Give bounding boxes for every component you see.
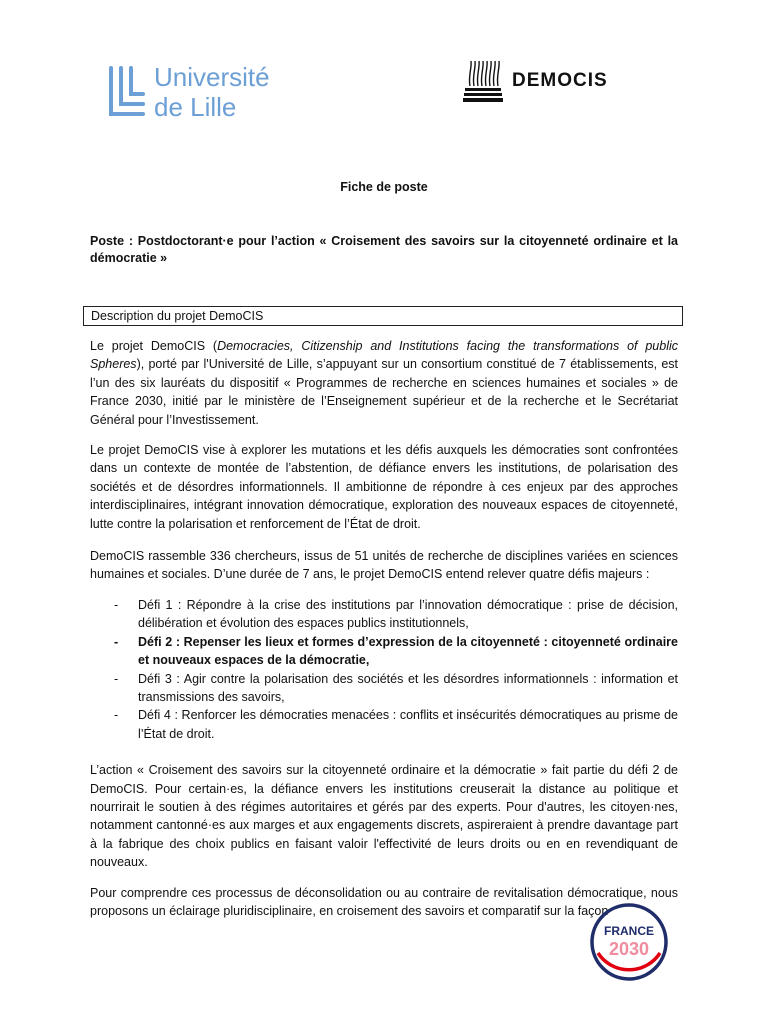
paragraph-project-intro <box>90 337 678 429</box>
paragraph-project-aims: Le projet DemoCIS vise à explorer les mutations et les défis auxquels les démocraties sont confrontées dans un contexte de montée de l’abstention, de défiance envers les institutions, de polarisation des sociétés et de désordres informationnels. Il ambitionne de répondre à ces enjeux par des approches interdisciplinaires, intégrant innovation démocratique, exploration des nouveaux espaces de citoyenneté, lutte contre la polarisation et renforcement de l’État de droit. <box>90 443 678 531</box>
universite-lille-mark-icon <box>108 66 146 118</box>
document-body <box>90 337 678 932</box>
universite-logo-line1: Université <box>154 62 270 92</box>
challenge-3: - Défi 3 : Agir contre la polarisation des sociétés et les désordres informationnels : information et transmissions des savoirs, <box>138 670 678 707</box>
challenge-1: - Défi 1 : Répondre à la crise des institutions par l’innovation démocratique : prise de décision, délibération et évolution des espaces publics institutionnels, <box>138 596 678 633</box>
challenges-list <box>90 596 678 743</box>
universite-logo-text <box>154 62 270 122</box>
paragraph-approach: Pour comprendre ces processus de déconsolidation ou au contraire de revitalisation démocratique, nous proposons un éclairage pluridisciplinaire, en croisement des savoirs et comparatif sur la façon <box>90 885 678 918</box>
universite-de-lille-logo <box>104 62 319 132</box>
democis-logo-text: DEMOCIS <box>512 70 608 91</box>
project-full-name: Democracies, Citizenship and Institutions facing the transformations of public Spheres <box>90 339 679 372</box>
challenge-4: - Défi 4 : Renforcer les démocraties menacées : conflits et insécurités démocratiques au prisme de l’État de droit. <box>138 706 678 743</box>
paragraph-project-members: DemoCIS rassemble 336 chercheurs, issus de 51 unités de recherche de disciplines variées en sciences humaines et sociales. D’une durée de 7 ans, le projet DemoCIS entend relever quatre défis majeurs : <box>90 549 678 582</box>
paragraph-action-description: L’action « Croisement des savoirs sur la citoyenneté ordinaire et la démocratie » fait partie du défi 2 de DemoCIS. Pour certain·es, la défiance envers les institutions creuserait la distance au politique et nourrirait le soutien à des régimes autoritaires et gérés par des experts. Pour d'autres, les citoyen·nes, notamment cantonné·es aux marges et aux engagements discrets, aspireraient à prendre davantage part à la fabrique des choix publics en faisant valoir l'effectivité de leurs droits ou en en revendiquant de nouveaux. <box>90 763 678 870</box>
challenge-2: - Défi 2 : Repenser les lieux et formes d’expression de la citoyenneté : citoyenneté ordinaire et nouveaux espaces de la démocratie, <box>138 633 678 670</box>
france-2030-logo <box>588 901 670 983</box>
democis-mark-icon <box>462 58 504 104</box>
france-2030-word: FRANCE <box>604 924 654 938</box>
france-2030-year: 2030 <box>608 939 650 959</box>
section-heading: Description du projet DemoCIS <box>83 306 683 326</box>
job-position-line: Poste : Postdoctorant·e pour l’action « Croisement des savoirs sur la citoyenneté ordinaire et la démocratie » <box>90 234 678 265</box>
democis-logo <box>462 58 642 108</box>
universite-logo-line2: de Lille <box>154 92 237 122</box>
paragraph-project-intro-b: ), porté par l'Université de Lille, s’appuyant sur un consortium constitué de 7 établissements, est l’un des six lauréats du dispositif « Programmes de recherche en sciences humaines et sociales » de France 2030, initié par le ministère de l’Enseignement supérieur et de la recherche et le Secrétariat Général pour l’Investissement. <box>90 357 678 427</box>
paragraph-project-intro-a: Le projet DemoCIS ( <box>90 339 218 353</box>
document-title: Fiche de poste <box>340 180 428 194</box>
